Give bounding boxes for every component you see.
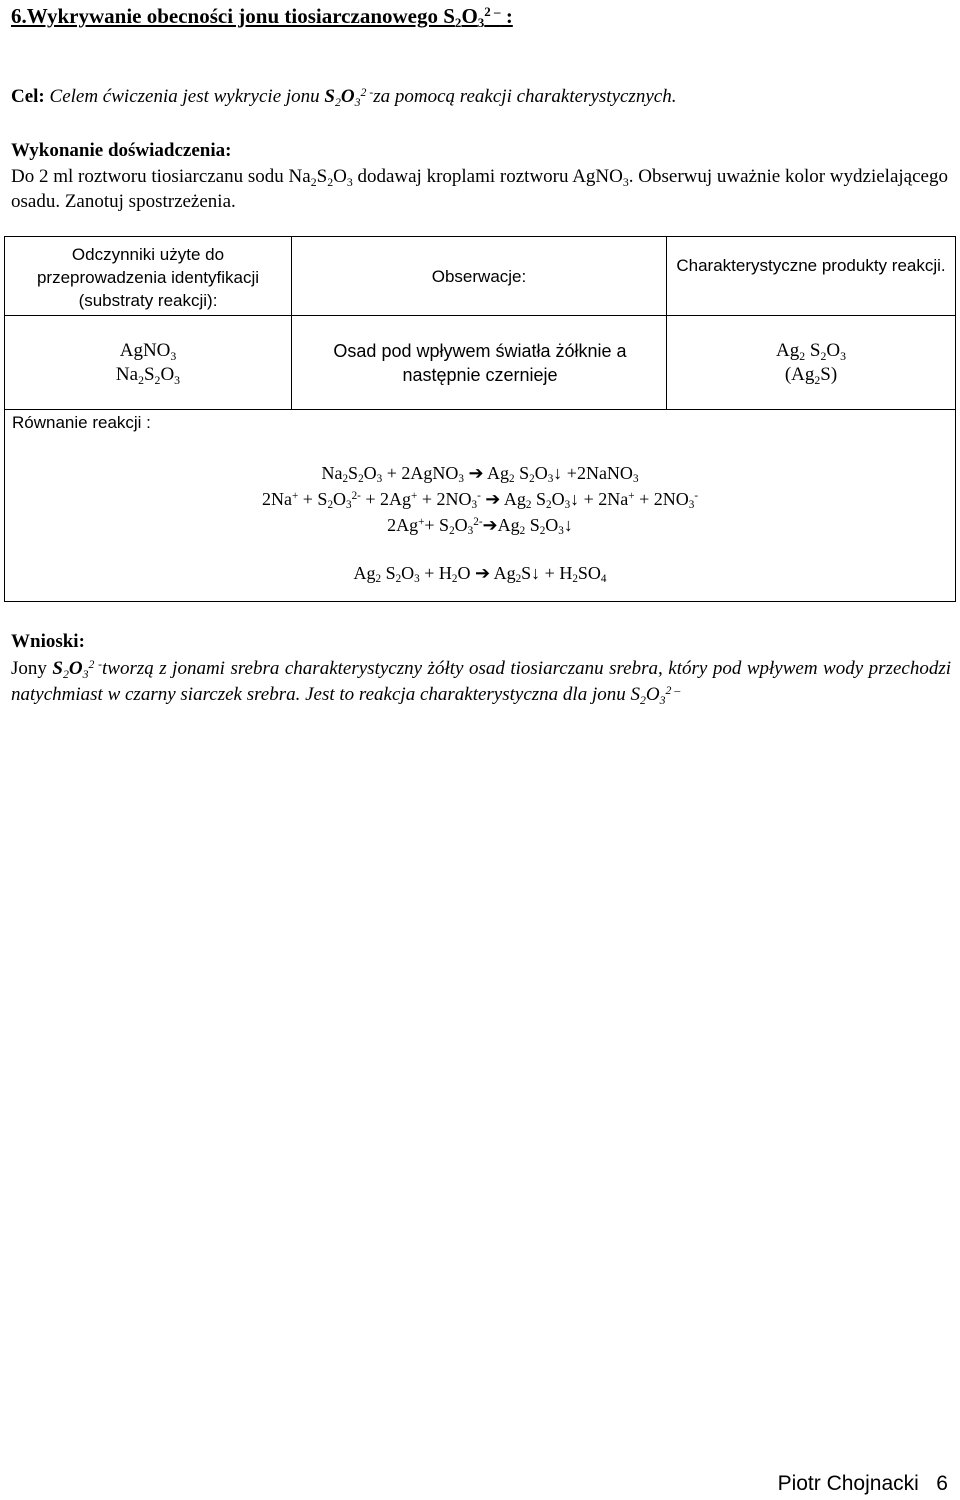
equation-2: $2Na^+ + S_2O_3^{2-} + 2Ag^+ + 2NO_3^-$ ➔ $Ag_2$ $S_2O_3↓ + 2Na^+ + 2NO_3^-$ (261, 489, 699, 512)
page-title: 6.Wykrywanie obecności jonu tiosiarczanowego $S_2O_3^{2 -}$ : (11, 3, 513, 30)
reaction-table (4, 236, 956, 602)
conclusions-paragraph: Jony $S_2O_3^{2 -}tworzą$ z jonami srebra charakterystyczny żółty osad tiosiarczanu srebra, który pod wpływem wody przechodzi natychmiast w czarny siarczek srebra. Jest to reakcja charakterystyczna dla jonu $S_2O_3^{2 -}$ (11, 657, 951, 707)
observation-cell: Osad pod wpływem światła żółknie a następnie czernieje (333, 341, 627, 385)
equation-3: $2Ag^++ S_2O_3^{2-}➔Ag_2$ $S_2O_3↓$ (387, 515, 573, 538)
table-divider (5, 409, 955, 410)
execution-heading: Wykonanie doświadczenia: (11, 140, 232, 161)
reagent-na2s2o3: $Na_2S_2O_3$ (115, 364, 181, 387)
table-divider (291, 237, 292, 409)
goal-paragraph: Cel: Celem ćwiczenia jest wykrycie jonu $S_2O_3^{2 -}za$ pomocą reakcji charakterystycznych. (11, 85, 677, 109)
products-cell (667, 339, 955, 387)
table-divider (5, 315, 955, 316)
header-observations: Obserwacje: (431, 267, 527, 286)
execution-paragraph: Do 2 ml roztworu tiosiarczanu sodu $Na_2S_2O_3$ dodawaj kroplami roztworu AgNO$_3$. Obserwuj uważnie kolor wydzielającego osadu. Zanotuj spostrzeżenia. (11, 166, 948, 212)
reagent-agno3: AgNO$_3$ (119, 340, 177, 363)
page-footer: Piotr Chojnacki 6 (777, 1472, 948, 1495)
equation-label: Równanie reakcji : (12, 413, 151, 432)
equations-block (5, 460, 955, 586)
header-reagents: Odczynniki użyte do przeprowadzenia identyfikacji (substraty reakcji): (36, 245, 260, 310)
header-products: Charakterystyczne produkty reakcji. (676, 256, 946, 275)
equation-spacer (5, 538, 955, 560)
conclusions-heading: Wnioski: (11, 631, 85, 652)
product-ag2s: $(Ag_2S)$ (784, 364, 838, 387)
product-ag2s2o3: $Ag_2$ $S_2O_3$ (776, 340, 846, 363)
equation-4: $Ag_2$ $S_2O_3 + H_2O$ ➔ $Ag_2S↓ + H_2SO_4$ (353, 563, 607, 586)
equation-1: $Na_2S_2O_3$ + 2AgNO$_3$ ➔ $Ag_2$ $S_2O_3↓$ +2NaNO$_3$ (321, 463, 639, 486)
reagents-cell (5, 339, 291, 387)
